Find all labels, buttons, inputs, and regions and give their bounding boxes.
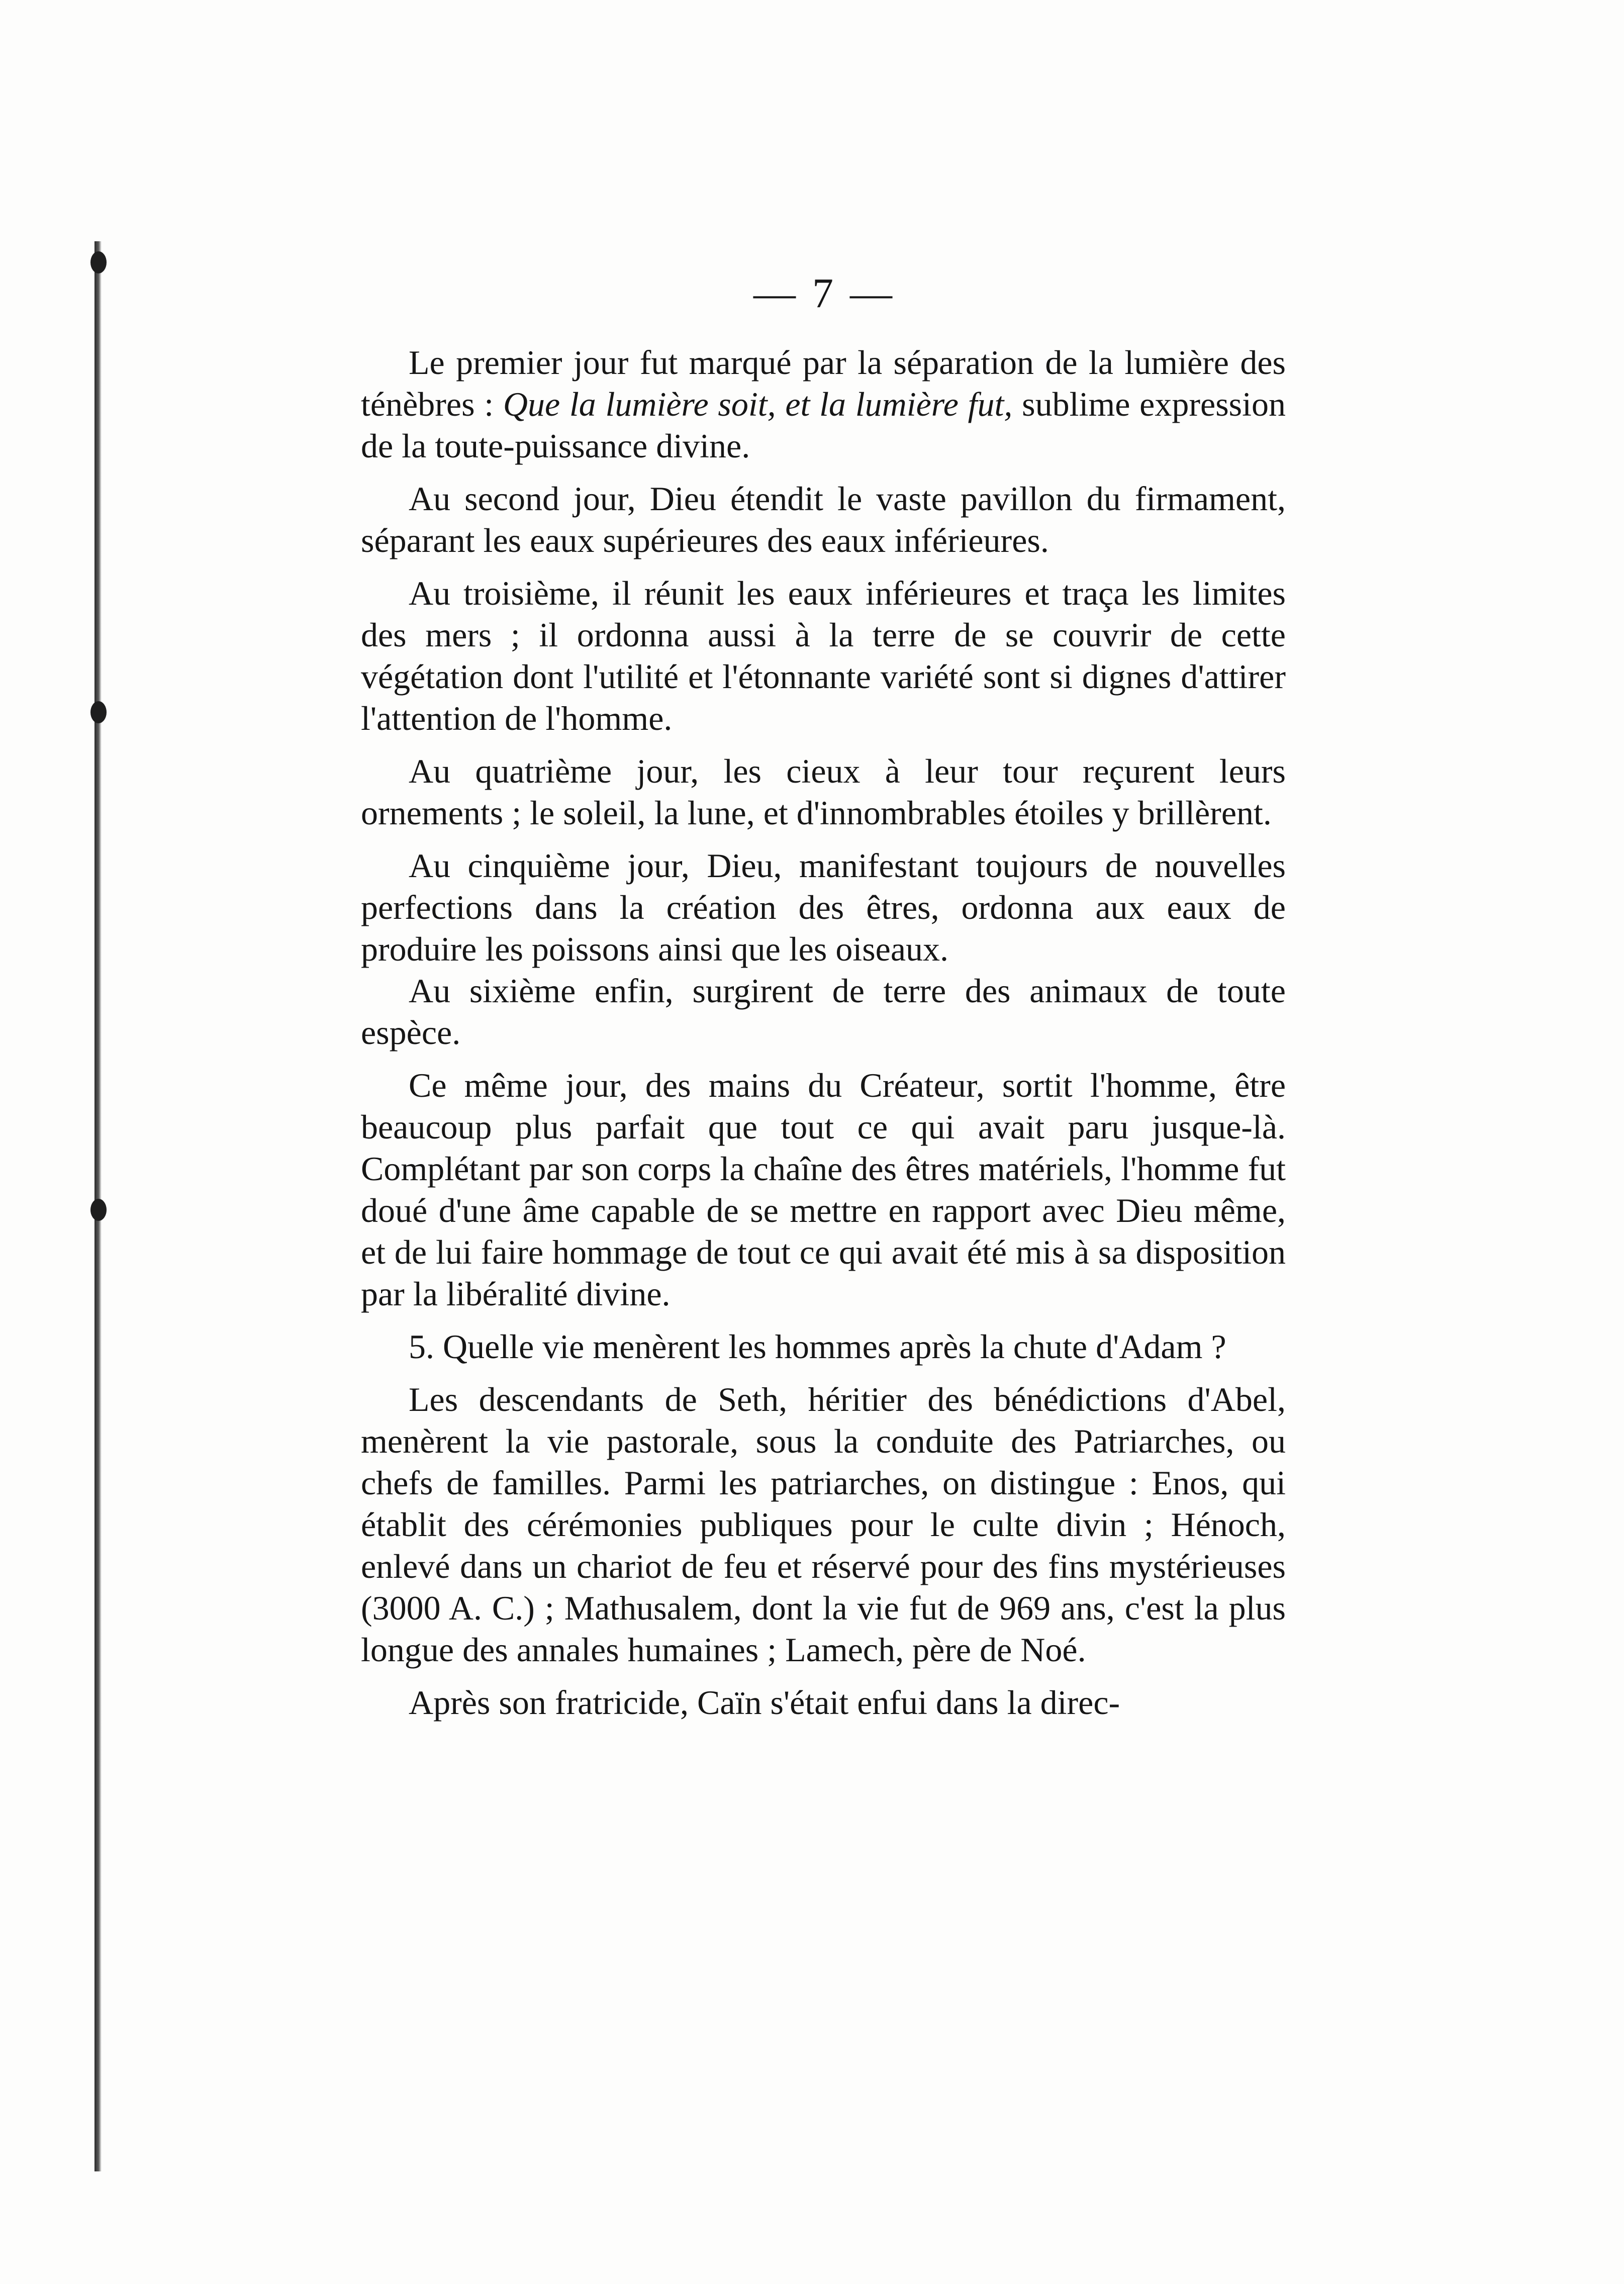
binding-mark [90, 251, 107, 273]
paragraph-first-day [361, 342, 1286, 467]
paragraph-cain: Après son fratricide, Caïn s'était enfui dans la direc- [409, 1683, 1120, 1722]
paragraph-third-day: Au troisième, il réunit les eaux inférieures et traça les limites des mers ; il ordonna aussi à la terre de se couvrir de cette végétation dont l'utilité et l'étonnante variété sont si dignes d'attirer l'attention de l'homme. [361, 574, 1286, 737]
paragraph-patriarchs: Les descendants de Seth, héritier des bénédictions d'Abel, menèrent la vie pastorale, sous la conduite des Patriarches, ou chefs de familles. Parmi les patriarches, on distingue : Enos, qui établit des cérémonies publiques pour le culte divin ; Hénoch, enlevé dans un chariot de feu et réservé pour des fins mystérieuses (3000 A. C.) ; Mathusalem, dont la vie fut de 969 ans, c'est la plus longue des annales humaines ; Lamech, père de Noé. [361, 1380, 1286, 1669]
binding-mark [90, 701, 107, 723]
paragraph-sixth-day: Au sixième enfin, surgirent de terre des animaux de toute espèce. [361, 972, 1286, 1052]
paragraph-text: Le premier jour fut marqué par la séparation de la lumière des ténèbres : [361, 343, 1286, 423]
page-text [361, 342, 1286, 1735]
page-number: — 7 — [753, 270, 895, 317]
binding-mark [90, 1199, 107, 1221]
paragraph-text: sublime expression de la toute-puissance divine. [361, 385, 1286, 465]
paragraph-fifth-day: Au cinquième jour, Dieu, manifestant toujours de nouvelles perfections dans la création des êtres, ordonna aux eaux de produire les poissons ainsi que les oiseaux. [361, 846, 1286, 968]
paragraph-second-day: Au second jour, Dieu étendit le vaste pavillon du firmament, séparant les eaux supérieures des eaux inférieures. [361, 480, 1286, 559]
question-heading: 5. Quelle vie menèrent les hommes après la chute d'Adam ? [409, 1327, 1226, 1366]
quotation: Que la lumière soit, et la lumière fut, [503, 385, 1013, 423]
paragraph-creation-of-man: Ce même jour, des mains du Créateur, sortit l'homme, être beaucoup plus parfait que tout ce qui avait paru jusque-là. Complétant par son corps la chaîne des êtres matériels, l'homme fut doué d'une âme capable de se mettre en rapport avec Dieu même, et de lui faire hommage de tout ce qui avait été mis à sa disposition par la libéralité divine. [361, 1066, 1286, 1313]
paragraph-fourth-day: Au quatrième jour, les cieux à leur tour reçurent leurs ornements ; le soleil, la lune, et d'innombrables étoiles y brillèrent. [361, 752, 1286, 832]
